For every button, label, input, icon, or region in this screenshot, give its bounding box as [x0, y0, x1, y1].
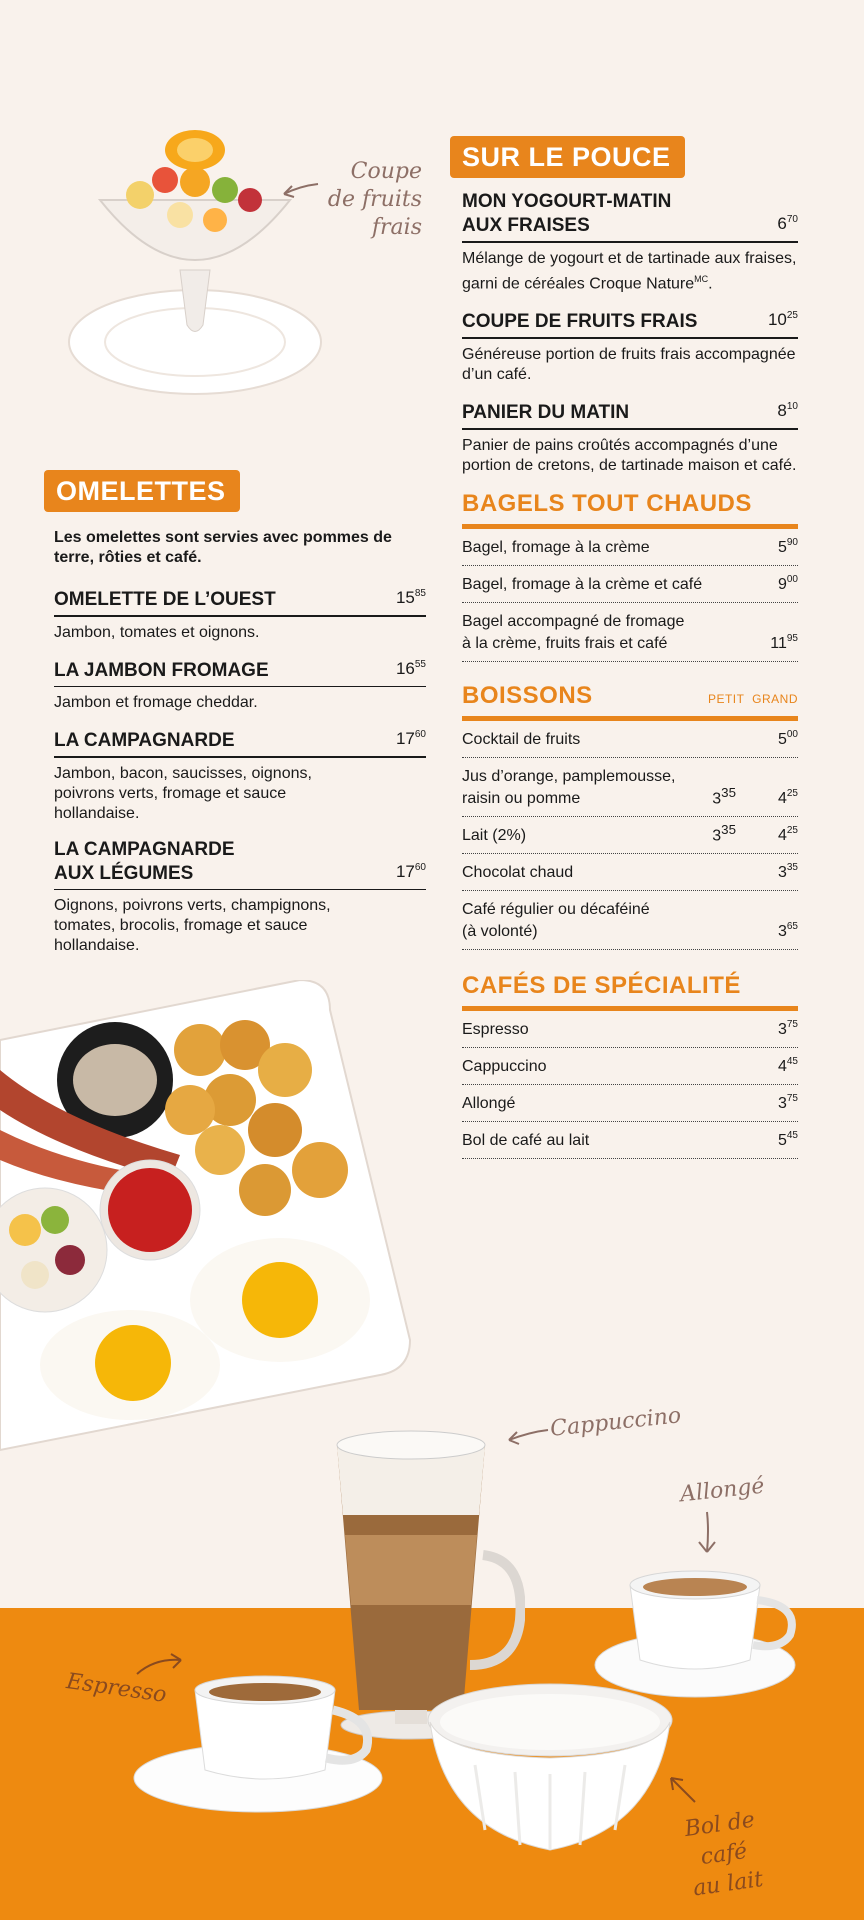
fruit-cup-image: [55, 120, 330, 405]
menu-row: Chocolat chaud $3^{35}$: [462, 854, 798, 891]
item-name: PANIER DU MATIN: [462, 402, 630, 424]
item-rule: [54, 756, 426, 758]
item-name-line: LA CAMPAGNARDE: [54, 838, 235, 860]
label-line: frais: [371, 215, 422, 240]
menu-row: Cocktail de fruits $5^{00}$: [462, 721, 798, 758]
item-name: LA CAMPAGNARDE: [54, 730, 235, 751]
menu-row: Allongé $3^{75}$: [462, 1085, 798, 1122]
menu-item: [54, 588, 426, 612]
arrow-icon: [695, 1510, 719, 1556]
menu-row: Bagel, fromage à la crème $5^{90}$: [462, 529, 798, 566]
size-columns: [708, 692, 798, 706]
right-column: [462, 136, 798, 1159]
label-line: au lait: [691, 1866, 765, 1902]
cafes-section: [462, 972, 798, 1159]
item-description: Généreuse portion de fruits frais accompagnée d’un café.: [462, 346, 796, 384]
menu-item: [54, 729, 426, 753]
menu-row: Bagel accompagné de fromage à la crème, fruits frais et café $11^{95}$: [462, 603, 798, 662]
section-title: BOISSONS: [462, 682, 593, 710]
item-name: COUPE DE FRUITS FRAIS: [462, 311, 698, 333]
item-rule: [462, 428, 798, 430]
item-price: $17^{60}$: [395, 729, 426, 748]
menu-row: Lait (2%) $3^{35}$ $4^{25}$: [462, 817, 798, 854]
col-petit: PETIT: [707, 692, 745, 707]
item-name: OMELETTE DE L’OUEST: [54, 589, 276, 610]
menu-row: Bol de café au lait $5^{45}$: [462, 1122, 798, 1159]
menu-row: Cappuccino $4^{45}$: [462, 1048, 798, 1085]
item-rule: [54, 889, 426, 891]
menu-row: Jus d’orange, pamplemousse, raisin ou pomme $3^{35}$ $4^{25}$: [462, 758, 798, 817]
menu-item: [54, 838, 426, 886]
col-grand: GRAND: [752, 692, 798, 707]
menu-row: Bagel, fromage à la crème et café $9^{00}$: [462, 566, 798, 603]
item-price: $17^{60}$: [395, 861, 426, 881]
item-rule: [54, 615, 426, 617]
item-price: $16^{55}$: [395, 658, 426, 678]
breakfast-plate-image: [0, 980, 420, 1460]
bol-label: [658, 1802, 789, 1908]
bagels-section: [462, 490, 798, 662]
arrow-icon: [665, 1772, 699, 1806]
item-description: Oignons, poivrons verts, champignons, tomates, brocolis, fromage et sauce hollandaise.: [54, 897, 331, 954]
item-name-line: MON YOGOURT-MATIN: [462, 191, 672, 212]
cappuccino-label: Cappuccino: [549, 1403, 683, 1442]
allonge-label: Allongé: [678, 1473, 766, 1508]
item-description: Panier de pains croûtés accompagnés d’une portion de cretons, de tartinade maison et café.: [462, 437, 797, 475]
item-name-line: AUX FRAISES: [462, 215, 590, 236]
omelettes-section: [44, 470, 426, 956]
section-badge: OMELETTES: [44, 470, 240, 512]
menu-row: Café régulier ou décaféiné (à volonté) $3^{65}$: [462, 891, 798, 950]
arrow-icon: [280, 178, 320, 200]
menu-item: [462, 310, 798, 334]
espresso-label: Espresso: [64, 1669, 169, 1708]
menu-item: [462, 190, 798, 238]
menu-item: [462, 401, 798, 425]
label-line: Bol de café: [683, 1807, 757, 1871]
espresso-cup-image: [130, 1650, 400, 1820]
boissons-section: [462, 682, 798, 950]
item-rule: [462, 241, 798, 243]
item-price: $8^{10}$: [777, 401, 798, 421]
section-title: BAGELS TOUT CHAUDS: [462, 490, 752, 518]
item-name-line: AUX LÉGUMES: [54, 862, 194, 884]
item-price: $6^{70}$: [777, 214, 798, 233]
item-description: Mélange de yogourt et de tartinade aux fraises, garni de céréales Croque Nature$^{MC}$.: [462, 250, 797, 293]
menu-item: [54, 659, 426, 683]
section-title: CAFÉS DE SPÉCIALITÉ: [462, 972, 741, 1000]
item-name: [54, 838, 426, 886]
item-description: Jambon, tomates et oignons.: [54, 623, 260, 641]
label-line: de fruits: [327, 187, 422, 212]
item-price: $15^{85}$: [395, 588, 426, 607]
item-name: LA JAMBON FROMAGE: [54, 659, 269, 681]
item-rule: [54, 686, 426, 688]
sur-le-pouce-section: [450, 136, 798, 178]
label-line: Coupe: [350, 159, 422, 184]
item-price: $10^{25}$: [767, 310, 798, 330]
omelettes-intro: Les omelettes sont servies avec pommes de terre, rôties et café.: [54, 529, 392, 566]
menu-row: Espresso $3^{75}$: [462, 1011, 798, 1048]
item-description: Jambon, bacon, saucisses, oignons, poivrons verts, fromage et sauce hollandaise.: [54, 764, 312, 822]
fruit-cup-label: [310, 158, 422, 242]
section-badge: SUR LE POUCE: [450, 136, 685, 178]
item-name: [462, 190, 798, 238]
item-description: Jambon et fromage cheddar.: [54, 694, 258, 711]
cafe-au-lait-bowl-image: [425, 1680, 685, 1860]
item-rule: [462, 337, 798, 339]
